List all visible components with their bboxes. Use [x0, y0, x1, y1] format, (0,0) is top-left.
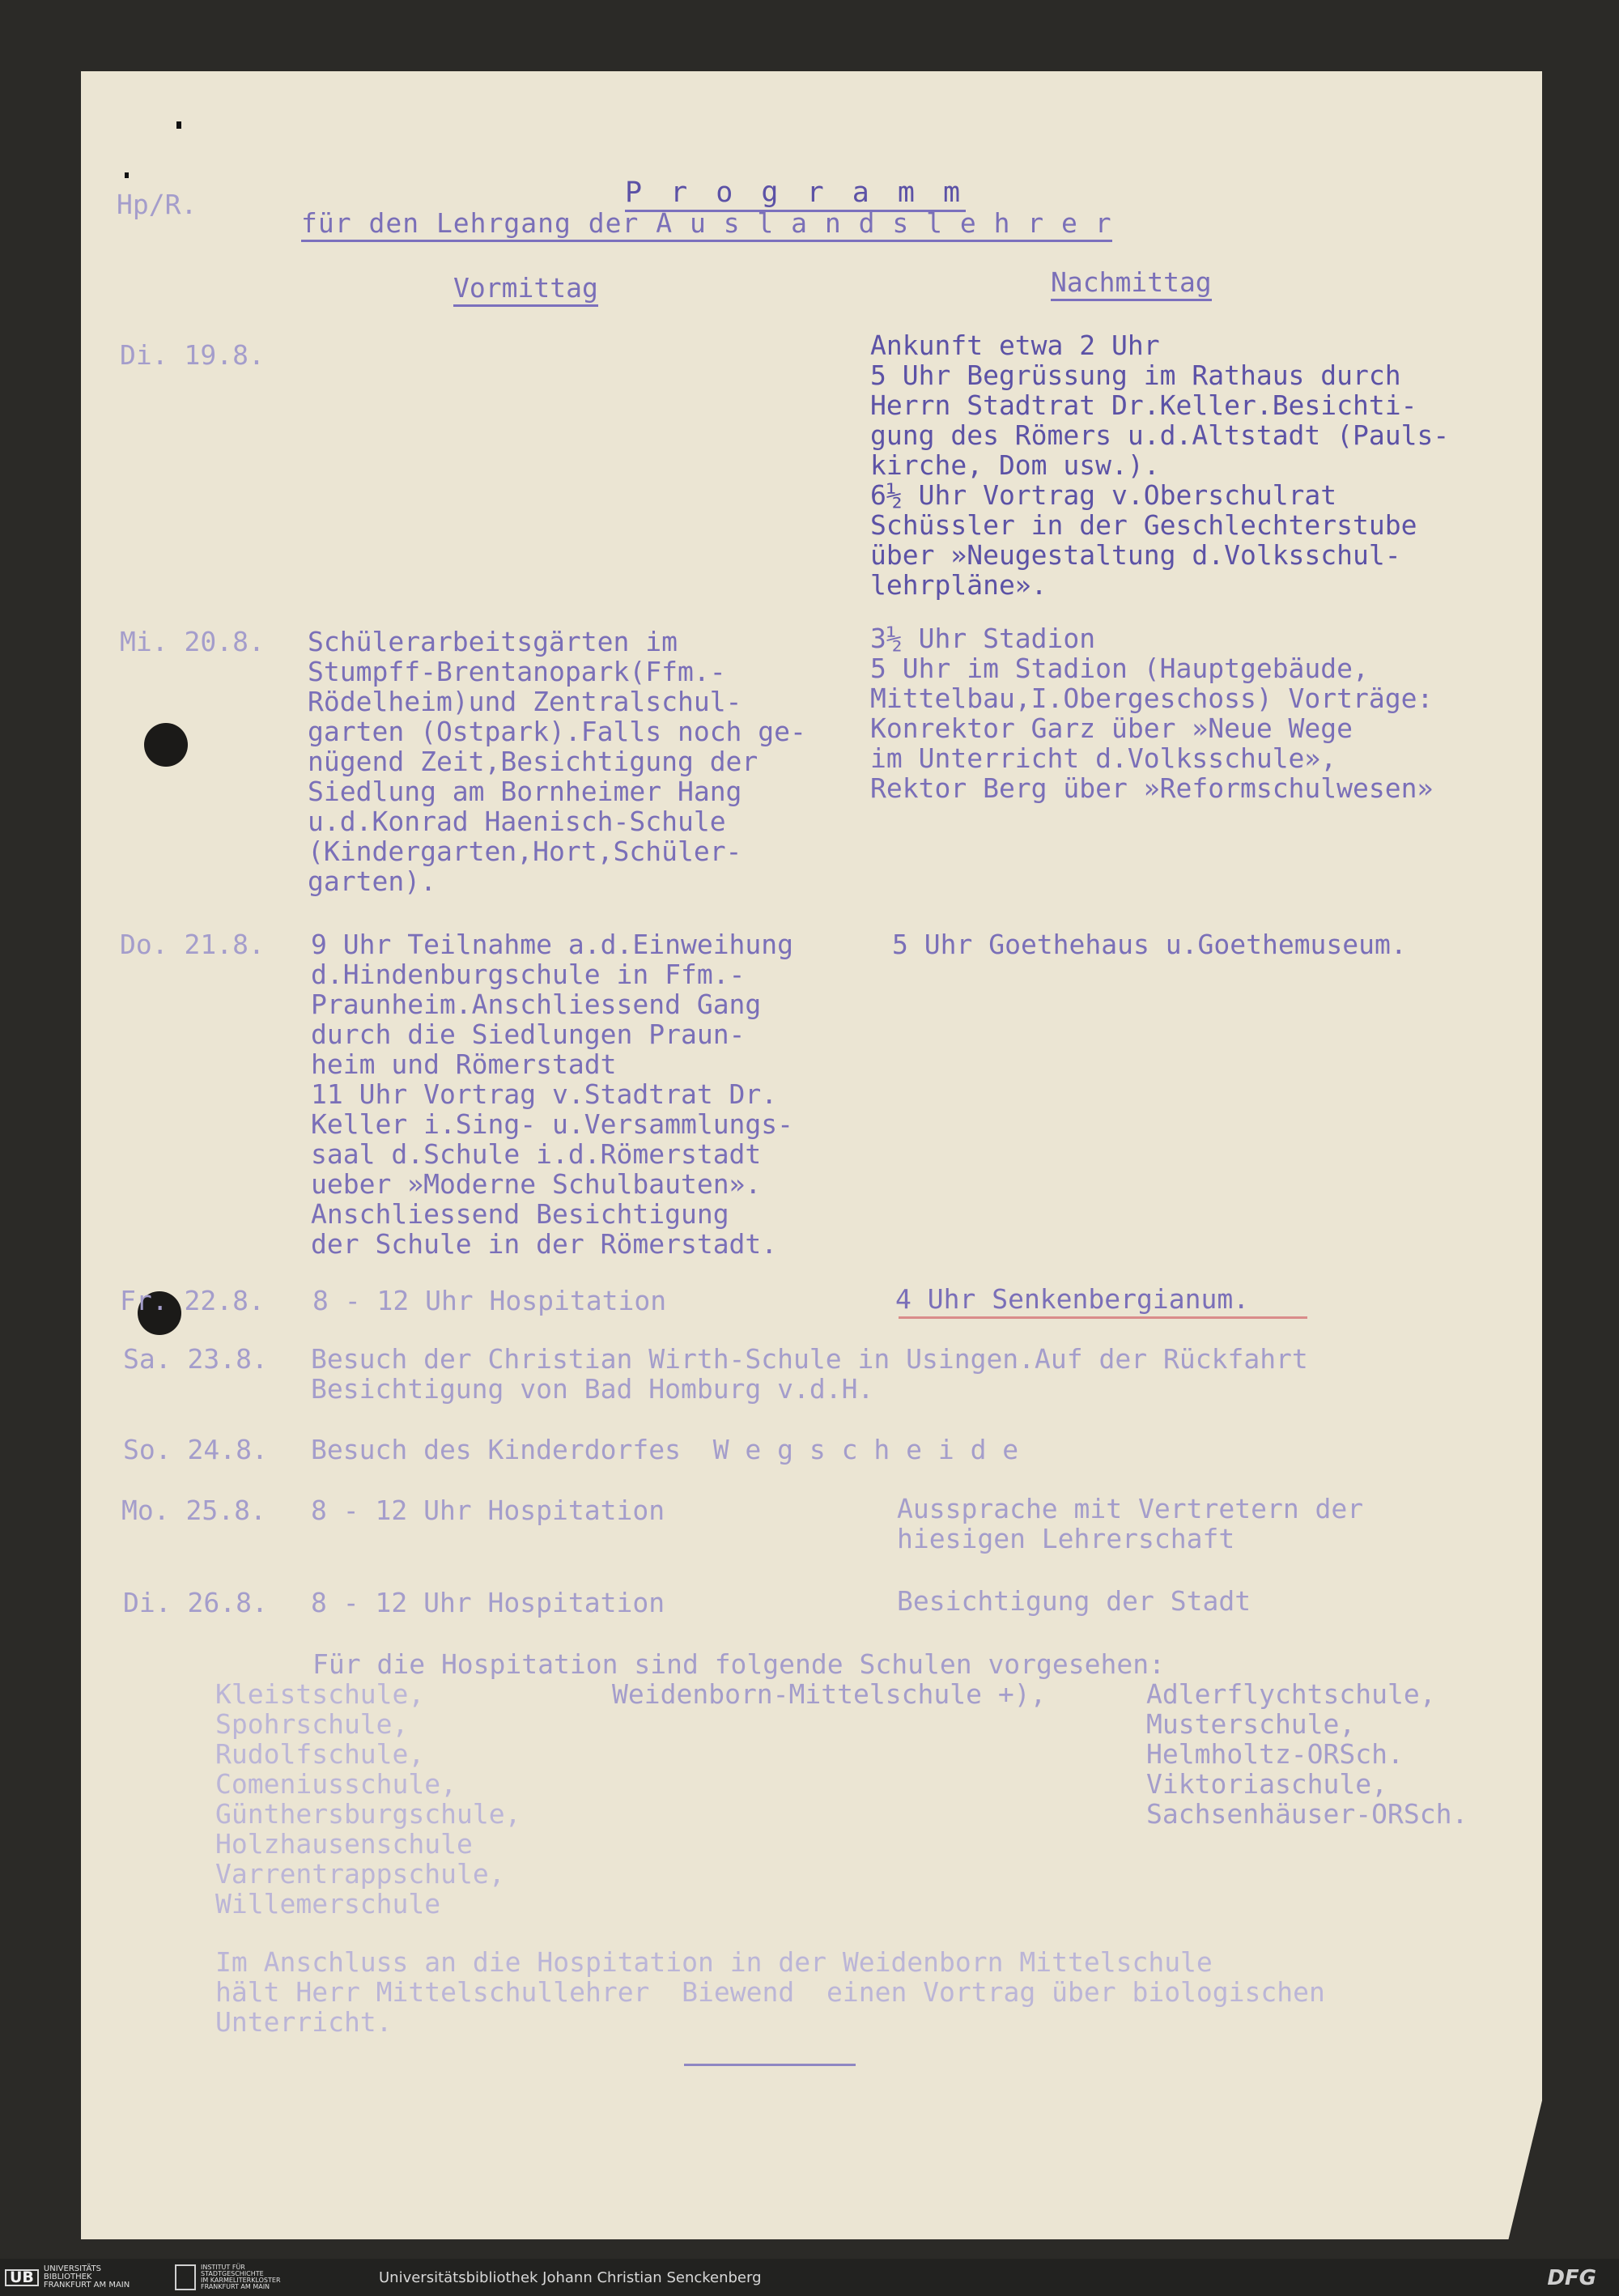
library-name: Universitätsbibliothek Johann Christian Senckenberg	[379, 2269, 762, 2286]
institute-logo-text: INSTITUT FÜR STADTGESCHICHTE IM KARMELITERKLOSTER FRANKFURT AM MAIN	[201, 2264, 281, 2290]
red-underline	[899, 1316, 1307, 1319]
schools-list-middle: Weidenborn-Mittelschule +),	[612, 1678, 1047, 1710]
ub-logo-mark: UB	[5, 2269, 39, 2286]
ink-speck	[125, 172, 129, 178]
document-title: P r o g r a m m	[625, 178, 966, 212]
day-label: Sa. 23.8.	[123, 1343, 268, 1375]
day-label: Mo. 25.8.	[121, 1495, 266, 1526]
schools-list-left: Kleistschule, Spohrschule, Rudolfschule, Comeniusschule, Günthersburgschule, Holzhausenschule Varrentrappschule, Willemerschule	[215, 1678, 521, 1920]
afternoon-entry: 4 Uhr Senkenbergianum.	[895, 1283, 1250, 1315]
institute-logo	[175, 2264, 281, 2290]
ub-logo-text: UNIVERSITÄTS BIBLIOTHEK FRANKFURT AM MAIN	[43, 2264, 130, 2290]
afternoon-entry: 3½ Uhr Stadion 5 Uhr im Stadion (Hauptgebäude, Mittelbau,I.Obergeschoss) Vorträge: Konrektor Garz über »Neue Wege im Unterricht d.Volksschule», Rektor Berg über »Reformschulwesen»	[870, 623, 1434, 804]
morning-entry: Besuch der Christian Wirth-Schule in Usingen.Auf der Rückfahrt Besichtigung von Bad Homburg v.d.H.	[311, 1343, 1308, 1405]
day-label: So. 24.8.	[123, 1434, 268, 1465]
ink-speck	[176, 121, 181, 129]
afternoon-entry: Ankunft etwa 2 Uhr 5 Uhr Begrüssung im Rathaus durch Herrn Stadtrat Dr.Keller.Besichti- gung des Römers u.d.Altstadt (Pauls- kirche, Dom usw.). 6½ Uhr Vortrag v.Oberschulrat Schüssler in der Geschlechterstube über »Neugestaltung d.Volksschul- lehrpläne».	[870, 330, 1450, 601]
document-subtitle: für den Lehrgang der A u s l a n d s l e h r e r	[301, 208, 1112, 242]
day-label: Mi. 20.8.	[120, 626, 265, 657]
morning-entry: 8 - 12 Uhr Hospitation	[311, 1495, 665, 1526]
viewer-footer	[0, 2259, 1619, 2296]
column-header-morning: Vormittag	[453, 273, 598, 307]
institute-logo-mark	[175, 2264, 196, 2290]
afternoon-entry: 5 Uhr Goethehaus u.Goethemuseum.	[892, 929, 1407, 960]
dfg-logo: DFG	[1547, 2266, 1596, 2290]
morning-entry: 9 Uhr Teilnahme a.d.Einweihung d.Hindenburgschule in Ffm.- Praunheim.Anschliessend Gang durch die Siedlungen Praun- heim und Römerstadt 11 Uhr Vortrag v.Stadtrat Dr. Keller i.Sing- u.Versammlungs- saal d.Schule i.d.Römerstadt ueber »Moderne Schulbauten». Anschliessend Besichtigung der Schule in der Römerstadt.	[311, 929, 794, 1260]
schools-list-right: Adlerflychtschule, Musterschule, Helmholtz-ORSch. Viktoriaschule, Sachsenhäuser-ORSch.	[1146, 1678, 1468, 1830]
closing-rule	[684, 2064, 856, 2066]
closing-note: Im Anschluss an die Hospitation in der Weidenborn Mittelschule hält Herr Mittelschullehrer Biewend einen Vortrag über biologischen Unterricht.	[215, 1946, 1325, 2038]
ub-logo	[5, 2264, 130, 2290]
column-header-afternoon: Nachmittag	[1051, 267, 1212, 301]
reference-mark: Hp/R.	[117, 189, 198, 220]
morning-entry: Besuch des Kinderdorfes W e g s c h e i d e	[311, 1434, 1019, 1465]
day-label: Do. 21.8.	[120, 929, 265, 960]
schools-intro: Für die Hospitation sind folgende Schulen vorgesehen:	[312, 1648, 1165, 1680]
afternoon-entry: Aussprache mit Vertretern der hiesigen Lehrerschaft	[897, 1493, 1364, 1554]
morning-entry: 8 - 12 Uhr Hospitation	[312, 1285, 667, 1316]
day-label: Di. 19.8.	[120, 339, 265, 371]
day-label: Di. 26.8.	[123, 1587, 268, 1618]
morning-entry: Schülerarbeitsgärten im Stumpff-Brentanopark(Ffm.- Rödelheim)und Zentralschul- garten (Ostpark).Falls noch ge- nügend Zeit,Besichtigung der Siedlung am Bornheimer Hang u.d.Konrad Haenisch-Schule (Kindergarten,Hort,Schüler- garten).	[308, 626, 806, 897]
punch-hole	[144, 723, 188, 767]
afternoon-entry: Besichtigung der Stadt	[897, 1585, 1251, 1617]
day-label: Fr. 22.8.	[120, 1285, 265, 1316]
morning-entry: 8 - 12 Uhr Hospitation	[311, 1587, 665, 1618]
